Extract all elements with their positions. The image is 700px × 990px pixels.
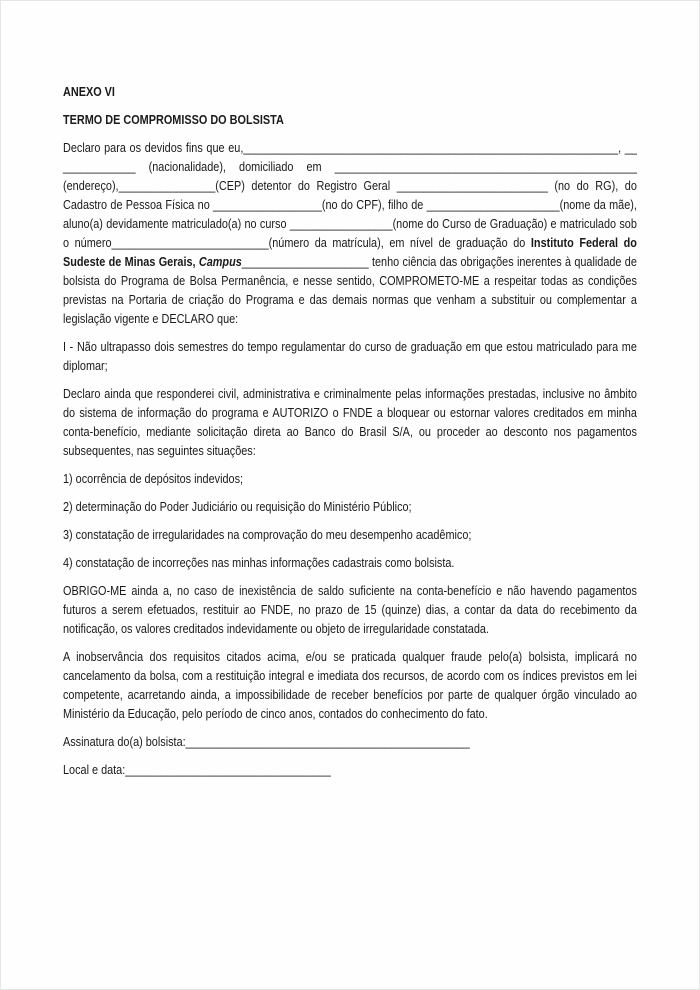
- signature-line: [63, 733, 637, 752]
- declaration-continuation: _​_​_​_​_​_​_​_​_​_​_​_​_​_​_​_​_​_​_​_​_​ tenho ciência das obrigações inerentes à qualidade de bolsista do Programa de Bolsa Permanência, e nesse sentido, COMPROMETO-ME a respeitar todas as condições previstas na Portaria de criação do Programa e das demais normas que venham a substituir ou complementar a legislação vigente e DECLARO que:: [63, 255, 637, 326]
- local-date-label: Local e data:: [63, 763, 126, 777]
- obligation-paragraph: OBRIGO-ME ainda a, no caso de inexistência de saldo suficiente na conta-benefício e não havendo pagamentos futuros a serem efetuados, restituir ao FNDE, no prazo de 15 (quinze) dias, a contar da data do recebimento da notificação, os valores creditados indevidamente ou objeto de irregularidade constatada.: [63, 584, 637, 636]
- institution-name: Instituto Federal do Sudeste de Minas Gerais,: [63, 236, 637, 269]
- clause-i-paragraph: I - Não ultrapasso dois semestres do tempo regulamentar do curso de graduação em que estou matriculado para me diplomar;: [63, 340, 637, 373]
- campus-label: Campus: [198, 255, 242, 269]
- local-date-line: [63, 761, 637, 780]
- liability-paragraph: Declaro ainda que responderei civil, administrativa e criminalmente pelas informações prestadas, inclusive no âmbito do sistema de informação do programa e AUTORIZO o FNDE a bloquear ou estornar valores creditados em minha conta-benefício, mediante solicitação direta ao Banco do Brasil S/A, ou proceder ao desconto nos pagamentos subsequentes, nas seguintes situações:: [63, 387, 637, 458]
- document-content: [63, 83, 637, 789]
- penalty-paragraph: A inobservância dos requisitos citados acima, e/ou se praticada qualquer fraude pelo(a) bolsista, implicará no cancelamento da bolsa, com a restituição integral e imediata dos recursos, de acordo com os índices previstos em lei competente, acarretando ainda, a impossibilidade de receber benefícios por parte de qualquer órgão vinculado ao Ministério da Educação, pelo período de cinco anos, contados do conhecimento do fato.: [63, 650, 637, 721]
- situation-item-3: 3) constatação de irregularidades na comprovação do meu desempenho acadêmico;: [63, 528, 472, 542]
- annex-title: ANEXO VI: [63, 85, 115, 99]
- local-date-blank: _​_​_​_​_​_​_​_​_​_​_​_​_​_​_​_​_​_​_​_​_​_​_​_​_​_​_​_​_​_​_​_​_​_​: [125, 763, 331, 777]
- declaration-paragraph: [63, 139, 637, 329]
- situation-item-4: 4) constatação de incorreções nas minhas informações cadastrais como bolsista.: [63, 556, 455, 570]
- situation-item-2: 2) determinação do Poder Judiciário ou requisição do Ministério Público;: [63, 500, 412, 514]
- signature-blank: _​_​_​_​_​_​_​_​_​_​_​_​_​_​_​_​_​_​_​_​_​_​_​_​_​_​_​_​_​_​_​_​_​_​_​_​_​_​_​_​_​_​_​_​_​_​_​: [185, 735, 470, 749]
- situation-item-1: 1) ocorrência de depósitos indevidos;: [63, 472, 244, 486]
- declaration-intro: Declaro para os devidos fins que eu,_​_​_​_​_​_​_​_​_​_​_​_​_​_​_​_​_​_​_​_​_​_​_​_​_​_​_​_​_​_​_​_​_​_​_​_​_​_​_​_​_​_​_​_​_​_​_​_​_​_​_​_​_​_​_​_​_​_​_​_​_​_​, _​_​_​_​_​_​_​_​_​_​_​_​_​_​ (nacionalidade), domiciliado em _​_​_​_​_​_​_​_​_​_​_​_​_​_​_​_​_​_​_​_​_​_​_​_​_​_​_​_​_​_​_​_​_​_​_​_​_​_​_​_​_​_​_​_​_​_​_​_​_​_​ (endereço),_​_​_​_​_​_​_​_​_​_​_​_​_​_​_​_​(CEP) detentor do Registro Geral _​_​_​_​_​_​_​_​_​_​_​_​_​_​_​_​_​_​_​_​_​_​_​_​_​ (no do RG), do Cadastro de Pessoa Física no _​_​_​_​_​_​_​_​_​_​_​_​_​_​_​_​_​_​(no do CPF), filho de _​_​_​_​_​_​_​_​_​_​_​_​_​_​_​_​_​_​_​_​_​_​(nome da mãe), aluno(a) devidamente matriculado(a) no curso _​_​_​_​_​_​_​_​_​_​_​_​_​_​_​_​_​(nome do Curso de Graduação) e matriculado sob o número_​_​_​_​_​_​_​_​_​_​_​_​_​_​_​_​_​_​_​_​_​_​_​_​_​_​(número da matrícula), em nível de graduação do: [63, 141, 637, 250]
- document-subtitle: TERMO DE COMPROMISSO DO BOLSISTA: [63, 113, 284, 127]
- signature-label: Assinatura do(a) bolsista:: [63, 735, 186, 749]
